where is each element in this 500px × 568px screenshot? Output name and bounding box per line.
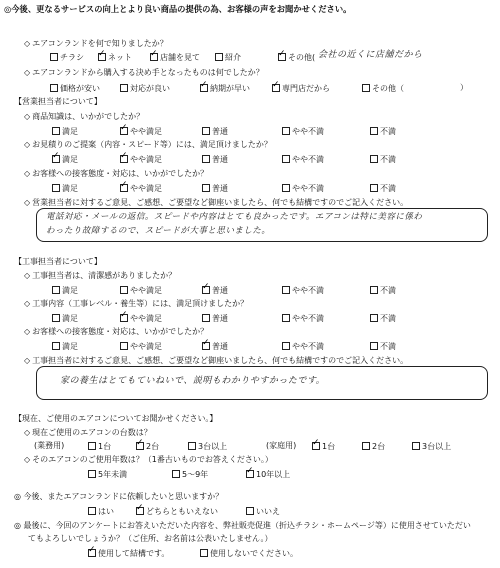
checkbox[interactable]: [362, 84, 370, 92]
checkbox[interactable]: [282, 286, 290, 294]
checkbox[interactable]: [98, 53, 106, 61]
checkbox[interactable]: [282, 342, 290, 350]
aircon-q1: ◇ 現在ご使用のエアコンの台数は？: [24, 428, 152, 437]
sales-q2-opt1[interactable]: ✓満足: [52, 155, 78, 164]
sales-q3-opt4[interactable]: やや不満: [282, 184, 324, 193]
option-store[interactable]: ✓ 店舗を見て: [150, 53, 200, 62]
option-price[interactable]: 価格が安い: [50, 84, 100, 93]
question-source: ◇ エアコンランドを何で知りましたか？: [24, 39, 168, 48]
checkbox[interactable]: [282, 314, 290, 322]
request-neutral[interactable]: ✓ どちらともいえない: [136, 507, 218, 516]
request-yes[interactable]: はい: [88, 507, 114, 516]
checkbox[interactable]: [202, 184, 210, 192]
sales-q1-opt3[interactable]: 普通: [202, 127, 228, 136]
option-service[interactable]: 対応が良い: [120, 84, 170, 93]
works-q1-opt1[interactable]: 満足: [52, 286, 78, 295]
sales-q2: ◇ お見積りのご提案（内容・スピード等）には、満足頂けましたか？: [24, 140, 272, 149]
works-comment: 家の養生はとてもていねいで、説明もわかりやすかったです。: [60, 376, 326, 386]
checkbox[interactable]: [202, 314, 210, 322]
works-q2-opt3[interactable]: 普通: [202, 314, 228, 323]
checkbox[interactable]: [120, 184, 128, 192]
sales-q3-opt1[interactable]: 満足: [52, 184, 78, 193]
sales-q2-opt5[interactable]: 不満: [370, 155, 396, 164]
sales-q1-opt4[interactable]: やや不満: [282, 127, 324, 136]
sales-q2-opt3[interactable]: 普通: [202, 155, 228, 164]
sales-q1-opt5[interactable]: 不満: [370, 127, 396, 136]
checkbox[interactable]: [246, 507, 254, 515]
sales-q1: ◇ 商品知識は、いかがでしたか？: [24, 112, 145, 121]
checkbox[interactable]: [312, 442, 320, 450]
option-specialist[interactable]: ✓ 専門店だから: [272, 84, 330, 93]
checkbox[interactable]: [120, 127, 128, 135]
works-q4: ◇ 工事担当者に対するご意見、ご感想、ご要望など御座いましたら、何でも結構ですのでご記入ください。: [24, 356, 409, 365]
checkbox[interactable]: [136, 507, 144, 515]
checkbox[interactable]: [362, 442, 370, 450]
checkbox[interactable]: [120, 155, 128, 163]
diamond-icon: ◇: [24, 140, 31, 149]
works-q3-opt3[interactable]: ✓ 普通: [202, 342, 228, 351]
diamond-icon: ◇: [24, 428, 31, 437]
sales-comment-line1: 電話対応・メールの返信。スピードや内容はとても良かったです。エアコンは特に美容に係わ: [46, 212, 423, 222]
consent-line2: てもよろしいでしょうか？（ご住所、お名前は公表いたしません。）: [28, 534, 273, 543]
option-other-reason[interactable]: その他（: [362, 84, 404, 93]
diamond-icon: ◇: [24, 169, 31, 178]
diamond-icon: ◇: [24, 271, 31, 280]
years-1[interactable]: 5年未満: [88, 470, 127, 479]
option-flyer[interactable]: チラシ: [50, 53, 84, 62]
request-no[interactable]: いいえ: [246, 507, 280, 516]
checkbox[interactable]: [120, 314, 128, 322]
sales-q1-opt2[interactable]: ✓ やや満足: [120, 127, 162, 136]
home-3[interactable]: 3台以上: [412, 442, 451, 451]
business-1[interactable]: 1台: [88, 442, 111, 451]
checkbox[interactable]: [52, 127, 60, 135]
checkbox[interactable]: [202, 342, 210, 350]
checkbox[interactable]: [370, 127, 378, 135]
diamond-icon: ◇: [24, 198, 31, 207]
checkbox[interactable]: [370, 342, 378, 350]
option-speed[interactable]: ✓ 納期が早い: [200, 84, 250, 93]
checkbox[interactable]: [202, 155, 210, 163]
works-q2-opt2[interactable]: ✓ やや満足: [120, 314, 162, 323]
works-q3-opt2[interactable]: やや満足: [120, 342, 162, 351]
section-aircon-heading: 【現在、ご使用のエアコンについてお聞かせください。】: [14, 414, 218, 423]
page-title: ◎今後、更なるサービスの向上とより良い商品の提供の為、お客様の声をお聞かせください。: [4, 4, 352, 14]
years-2[interactable]: 5〜9年: [172, 470, 208, 479]
home-1[interactable]: ✓ 1台: [312, 442, 335, 451]
checkbox[interactable]: [52, 314, 60, 322]
other-handwritten: 会社の近くに店舗だから: [318, 50, 423, 60]
diamond-icon: ◇: [24, 455, 31, 464]
sales-q3: ◇ お客様への接客態度・対応は、いかがでしたか？: [24, 169, 209, 178]
checkbox[interactable]: [88, 442, 96, 450]
checkbox[interactable]: [200, 84, 208, 92]
checkbox[interactable]: [88, 507, 96, 515]
checkbox[interactable]: [50, 84, 58, 92]
checkbox[interactable]: [88, 470, 96, 478]
checkbox[interactable]: [172, 470, 180, 478]
diamond-icon: ◇: [24, 299, 31, 308]
consent-yes[interactable]: ✓使用して結構です。: [88, 549, 169, 558]
sales-q3-opt3[interactable]: 普通: [202, 184, 228, 193]
sales-q4: ◇ 営業担当者に対するご意見、ご感想、ご要望など御座いましたら、何でも結構ですのでご記入ください。: [24, 198, 409, 207]
works-q3-opt5[interactable]: 不満: [370, 342, 396, 351]
business-label: (業務用): [34, 441, 65, 450]
checkbox[interactable]: [52, 342, 60, 350]
checkbox[interactable]: [370, 286, 378, 294]
section-sales-heading: 【営業担当者について】: [14, 97, 102, 106]
works-q1-opt3[interactable]: ✓ 普通: [202, 286, 228, 295]
checkbox[interactable]: [370, 155, 378, 163]
works-q3: ◇ お客様への接客態度・対応は、いかがでしたか？: [24, 327, 209, 336]
checkbox[interactable]: [246, 470, 254, 478]
works-q1-opt2[interactable]: やや満足: [120, 286, 162, 295]
option-net[interactable]: ✓ ネット: [98, 53, 132, 62]
checkbox[interactable]: [215, 53, 223, 61]
works-q2: ◇ 工事内容（工事レベル・養生等）には、満足頂けましたか？: [24, 299, 249, 308]
works-q2-opt5[interactable]: 不満: [370, 314, 396, 323]
years-3[interactable]: ✓ 10年以上: [246, 470, 290, 479]
sales-comment-line2: わったり故障するので、スピードが大事と思いました。: [46, 226, 271, 236]
business-2[interactable]: ✓ 2台: [136, 442, 159, 451]
sales-q3-opt5[interactable]: 不満: [370, 184, 396, 193]
checkbox[interactable]: [278, 53, 286, 61]
works-q1: ◇ 工事担当者は、清潔感がありましたか？: [24, 271, 177, 280]
checkbox[interactable]: [136, 442, 144, 450]
home-label: (家庭用): [266, 441, 297, 450]
diamond-icon: ◇: [24, 68, 31, 77]
question-reason: ◇ エアコンランドから購入する決め手となったものは何でしたか？: [24, 68, 264, 77]
checkbox[interactable]: [52, 155, 60, 163]
works-q3-opt1[interactable]: 満足: [52, 342, 78, 351]
checkbox[interactable]: [150, 53, 158, 61]
works-q2-opt1[interactable]: 満足: [52, 314, 78, 323]
checkbox[interactable]: [282, 155, 290, 163]
sales-q3-opt2[interactable]: ✓ やや満足: [120, 184, 162, 193]
aircon-q2: ◇ そのエアコンのご使用年数は？（1番古いものでお答えください。）: [24, 455, 273, 464]
works-q2-opt4[interactable]: やや不満: [282, 314, 324, 323]
option-other[interactable]: ✓ その他(: [278, 53, 315, 62]
business-3[interactable]: 3台以上: [188, 442, 227, 451]
checkbox[interactable]: [50, 53, 58, 61]
checkbox[interactable]: [120, 342, 128, 350]
consent-no[interactable]: 使用しないでください。: [200, 549, 298, 558]
checkbox[interactable]: [370, 314, 378, 322]
sales-q1-opt1[interactable]: 満足: [52, 127, 78, 136]
diamond-icon: ◇: [24, 112, 31, 121]
checkbox[interactable]: [188, 442, 196, 450]
option-referral[interactable]: 紹介: [215, 53, 241, 62]
checkbox[interactable]: [88, 549, 96, 557]
checkbox[interactable]: [282, 127, 290, 135]
checkbox[interactable]: [52, 184, 60, 192]
section-works-heading: 【工事担当者について】: [14, 257, 102, 266]
request-question: ◎ 今後、またエアコンランドに依頼したいと思いますか？: [14, 492, 224, 501]
works-q3-opt4[interactable]: やや不満: [282, 342, 324, 351]
checkbox[interactable]: [202, 127, 210, 135]
checkbox[interactable]: [120, 286, 128, 294]
checkbox[interactable]: [202, 286, 210, 294]
consent-line1: ◎ 最後に、今回のアンケートにお答えいただいた内容を、弊社販売促進（折込チラシ・ホームページ等）に使用させていただい: [14, 521, 471, 530]
sales-q2-opt2[interactable]: ✓ やや満足: [120, 155, 162, 164]
diamond-icon: ◇: [24, 356, 31, 365]
checkbox[interactable]: [412, 442, 420, 450]
checkbox[interactable]: [282, 184, 290, 192]
checkbox[interactable]: [200, 549, 208, 557]
diamond-icon: ◇: [24, 39, 31, 48]
works-q1-opt4[interactable]: やや不満: [282, 286, 324, 295]
checkbox[interactable]: [52, 286, 60, 294]
home-2[interactable]: 2台: [362, 442, 385, 451]
works-q1-opt5[interactable]: 不満: [370, 286, 396, 295]
checkbox[interactable]: [120, 84, 128, 92]
bracket-close: ）: [460, 83, 468, 92]
checkbox[interactable]: [370, 184, 378, 192]
sales-q2-opt4[interactable]: やや不満: [282, 155, 324, 164]
checkbox[interactable]: [272, 84, 280, 92]
diamond-icon: ◇: [24, 327, 31, 336]
